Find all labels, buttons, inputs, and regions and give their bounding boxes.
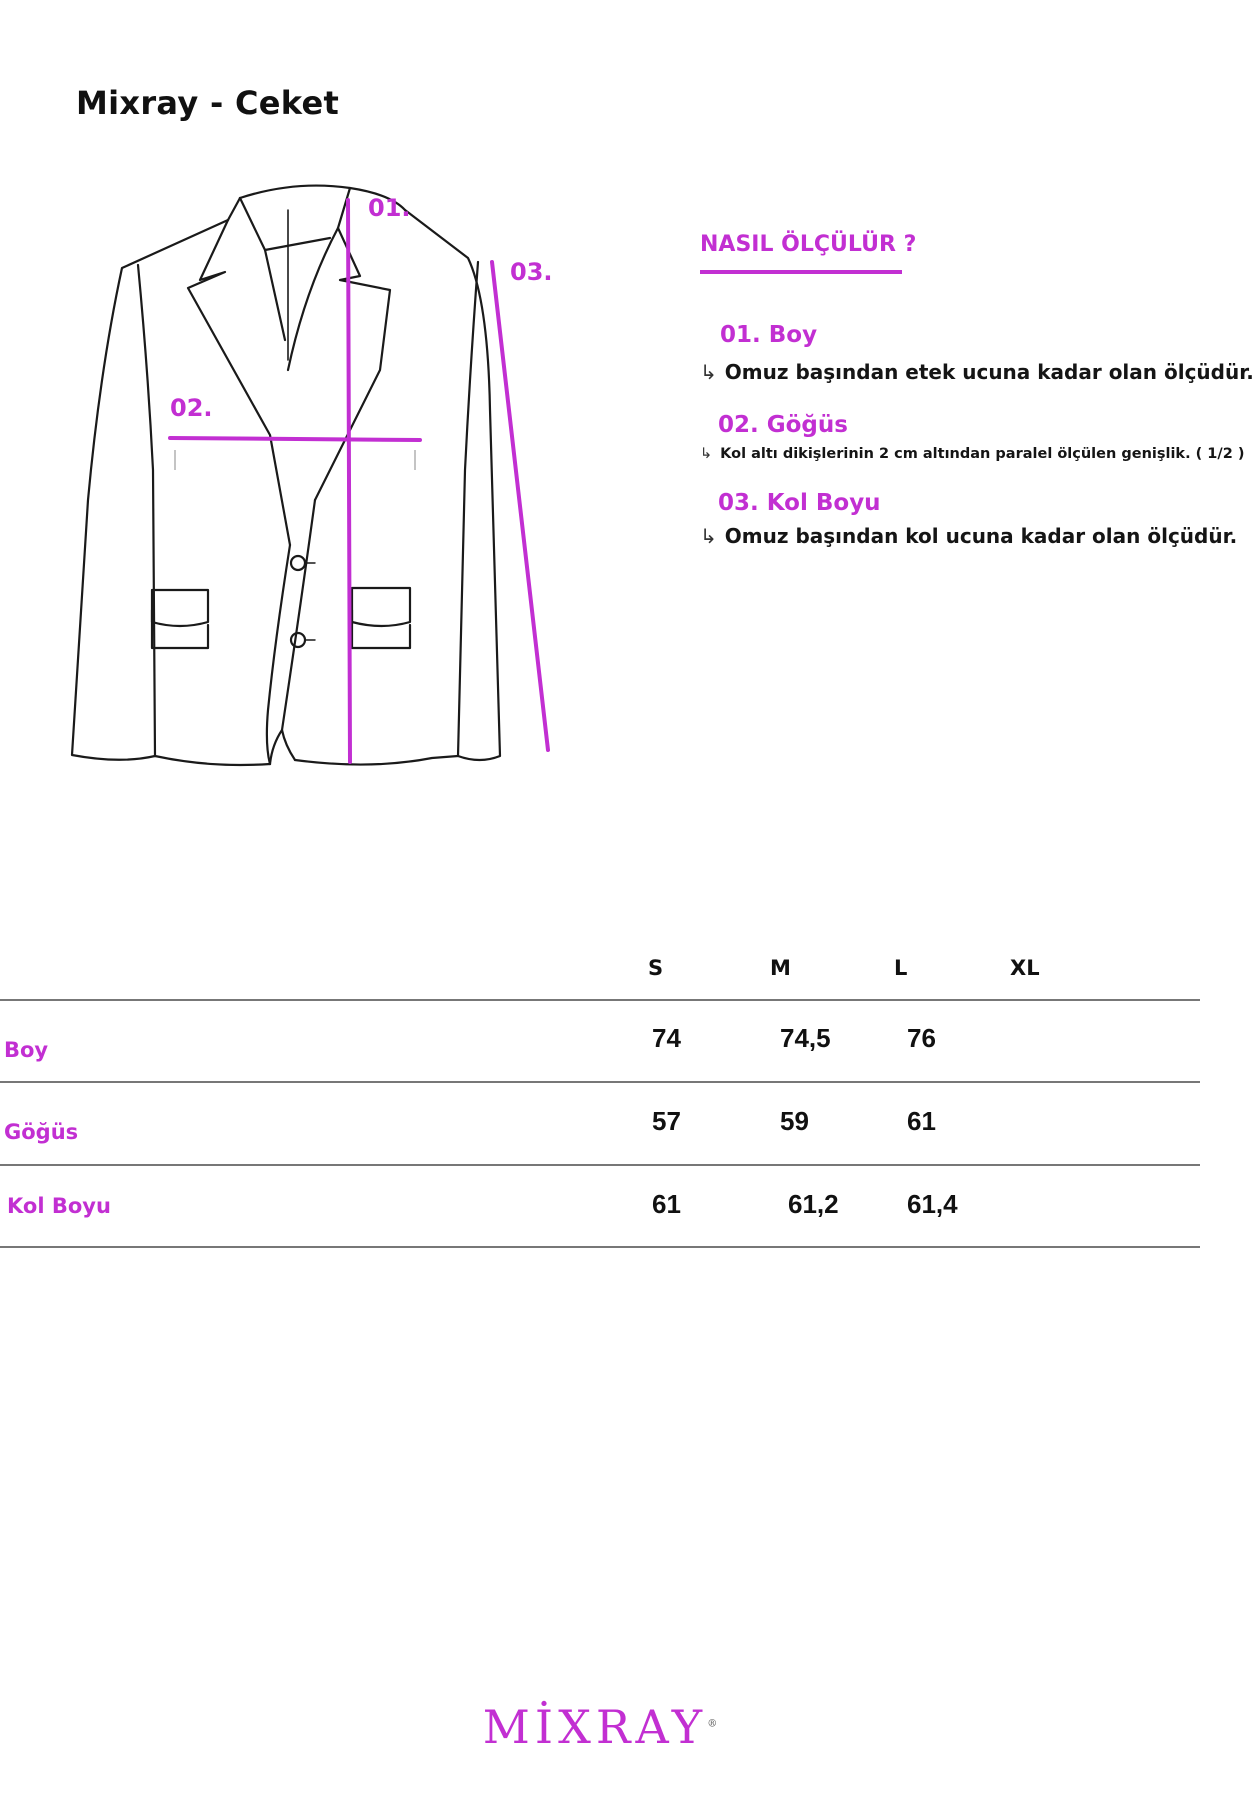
chest-measure-line xyxy=(170,438,420,440)
registered-mark: ® xyxy=(707,1718,718,1730)
jacket-outline xyxy=(72,186,500,765)
table-cell: 76 xyxy=(907,1023,936,1053)
row-label-kol-boyu: Kol Boyu xyxy=(7,1194,111,1218)
table-divider xyxy=(0,1164,1200,1166)
arrow-icon: ↳ xyxy=(700,524,717,548)
table-cell: 59 xyxy=(780,1106,809,1136)
length-measure-label: 01. xyxy=(368,194,411,222)
guide-item-title-length: 01. Boy xyxy=(720,322,818,348)
brand-logo-text: MİXRAY xyxy=(482,1700,708,1754)
table-cell: 57 xyxy=(652,1106,681,1136)
size-header-xl: XL xyxy=(1010,956,1040,980)
arrow-icon: ↳ xyxy=(700,446,713,462)
size-header-l: L xyxy=(894,956,908,980)
page-title: Mixray - Ceket xyxy=(76,84,340,122)
table-divider xyxy=(0,1246,1200,1248)
table-cell: 61,2 xyxy=(788,1189,839,1219)
size-header-m: M xyxy=(770,956,791,980)
guide-heading: NASIL ÖLÇÜLÜR ? xyxy=(700,232,917,257)
arrow-icon: ↳ xyxy=(700,360,717,384)
guide-item-desc-sleeve: ↳ Omuz başından kol ucuna kadar olan ölçüdür. xyxy=(700,524,1238,548)
guide-item-desc-length: ↳ Omuz başından etek ucuna kadar olan ölçüdür. xyxy=(700,360,1254,384)
sleeve-measure-label: 03. xyxy=(510,258,553,286)
length-measure-line xyxy=(348,200,350,762)
table-cell: 61 xyxy=(652,1189,681,1219)
jacket-diagram xyxy=(60,170,580,780)
table-cell: 61,4 xyxy=(907,1189,958,1219)
row-label-gogus: Göğüs xyxy=(4,1120,79,1144)
table-divider xyxy=(0,1081,1200,1083)
guide-heading-underline xyxy=(700,270,902,274)
brand-logo xyxy=(0,1700,1200,1754)
guide-item-title-sleeve: 03. Kol Boyu xyxy=(718,490,881,516)
row-label-boy: Boy xyxy=(4,1038,49,1062)
guide-item-title-chest: 02. Göğüs xyxy=(718,412,848,438)
table-cell: 74 xyxy=(652,1023,681,1053)
table-cell: 74,5 xyxy=(780,1023,831,1053)
chest-measure-label: 02. xyxy=(170,394,213,422)
table-cell: 61 xyxy=(907,1106,936,1136)
table-divider xyxy=(0,999,1200,1001)
sleeve-measure-line xyxy=(492,262,548,750)
size-header-s: S xyxy=(648,956,664,980)
guide-item-desc-chest: ↳ Kol altı dikişlerinin 2 cm altından paralel ölçülen genişlik. ( 1/2 ) xyxy=(700,446,1245,462)
